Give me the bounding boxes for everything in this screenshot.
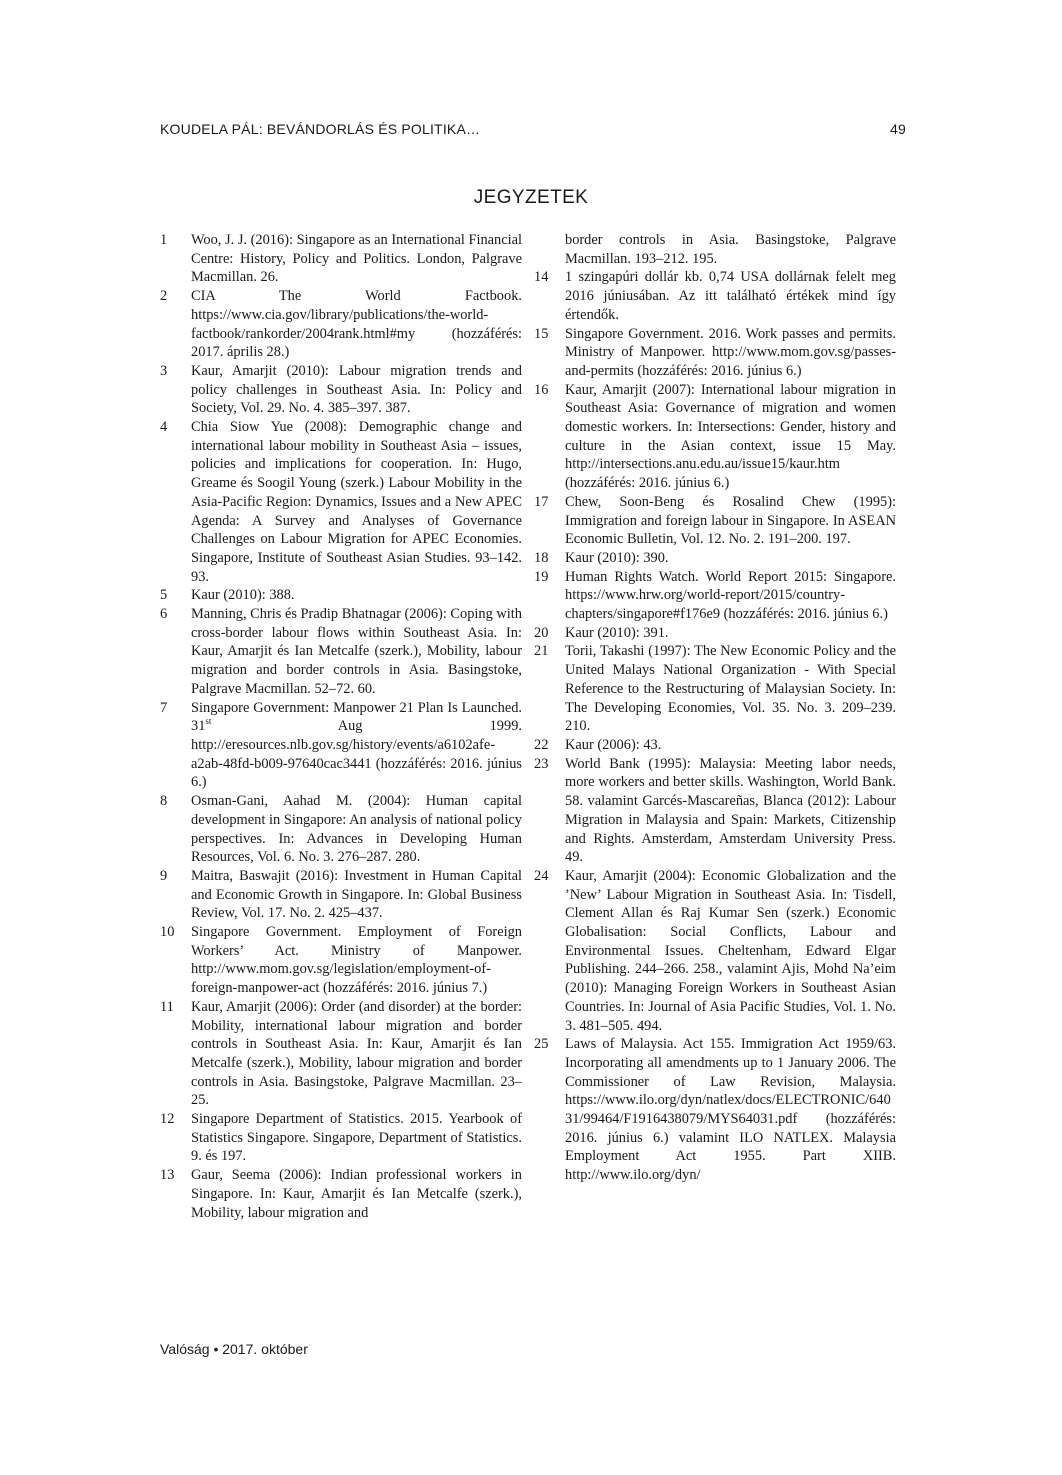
note-4	[160, 418, 522, 586]
note-text: Osman-Gani, Aahad M. (2004): Human capital development in Singapore: An analysis of national policy perspectives. In: Advances in Developing Human Resources, Vol. 6. No. 3. 276–287. 280.	[191, 793, 522, 866]
note-21	[534, 642, 896, 736]
note-text-part: Aug 1999. http://eresources.nlb.gov.sg/history/events/a6102afe-a2ab-48fd-b009-97640cac3441 (hozzáférés: 2016. június 6.)	[191, 718, 522, 791]
note-25	[534, 1035, 896, 1185]
note-number: 25	[534, 1036, 549, 1053]
notes-column-left	[160, 231, 522, 1222]
note-3	[160, 362, 522, 418]
note-11	[160, 998, 522, 1110]
note-text: Kaur, Amarjit (2007): International labour migration in Southeast Asia: Governance of migration and women domestic workers. In: Intersections: Gender, history and culture in the Asian context, issue 15 May. http://intersections.anu.edu.au/issue15/kaur.htm (hozzáférés: 2016. június 6.)	[565, 381, 896, 492]
note-text: Singapore Government. Employment of Foreign Workers’ Act. Ministry of Manpower. http://www.mom.gov.sg/legislation/employment-of-foreign-manpower-act (hozzáférés: 2016. június 7.)	[191, 924, 522, 997]
note-number: 16	[534, 381, 549, 398]
note-text: Kaur, Amarjit (2010): Labour migration trends and policy challenges in Southeast Asia. In: Policy and Society, Vol. 29. No. 4. 385–397. 387.	[191, 362, 522, 417]
section-title: JEGYZETEK	[473, 187, 589, 208]
ordinal-suffix: st	[205, 716, 212, 727]
note-text: Kaur (2010): 388.	[191, 587, 295, 604]
note-number: 15	[534, 325, 549, 342]
note-5	[160, 586, 522, 605]
note-text: Gaur, Seema (2006): Indian professional workers in Singapore. In: Kaur, Amarjit és Ian Metcalfe (szerk.), Mobility, labour migration and	[191, 1167, 522, 1221]
note-text: 1 szingapúri dollár kb. 0,74 USA dollárnak felelt meg 2016 júniusában. Az itt található értékek mind így értendők.	[565, 269, 896, 323]
note-number: 7	[160, 699, 168, 716]
note-text: Kaur (2006): 43.	[565, 736, 662, 753]
note-number: 23	[534, 755, 549, 772]
note-text: Singapore Department of Statistics. 2015. Yearbook of Statistics Singapore. Singapore, Department of Statistics. 9. és 197.	[191, 1111, 522, 1165]
note-number: 5	[160, 587, 168, 604]
note-14	[534, 268, 896, 324]
note-text: Kaur (2010): 391.	[565, 624, 669, 641]
note-number: 9	[160, 867, 168, 884]
note-15	[534, 325, 896, 381]
page-number: 49	[890, 121, 906, 137]
note-text: Chia Siow Yue (2008): Demographic change and international labour mobility in Southeast Asia – issues, policies and implications for cooperation. In: Hugo, Greame és Soogil Young (szerk.) Labour Mobility in the Asia-Pacific Region: Dynamics, Issues and a New APEC Agenda: A Survey and Analyses of Governance Challenges on Labour Migration for APEC Economies. Singapore, Institute of Southeast Asian Studies. 93–142. 93.	[191, 419, 522, 585]
notes-column-right	[534, 231, 896, 1185]
note-text	[191, 699, 522, 793]
note-8	[160, 792, 522, 867]
note-9	[160, 867, 522, 923]
note-6	[160, 605, 522, 699]
note-text-part: Singapore Government: Manpower 21 Plan Is Launched. 31	[191, 699, 522, 735]
note-7	[160, 699, 522, 793]
note-number: 21	[534, 643, 549, 660]
note-number: 3	[160, 362, 168, 379]
note-number: 6	[160, 606, 168, 623]
note-text: Torii, Takashi (1997): The New Economic Policy and the United Malays National Organization - With Special Reference to the Restructuring of Malaysian Society. In: The Developing Economies, Vol. 35. No. 3. 209–239. 210.	[565, 643, 896, 735]
note-20	[534, 624, 896, 643]
note-10	[160, 923, 522, 998]
note-text: Maitra, Baswajit (2016): Investment in Human Capital and Economic Growth in Singapore. In: Global Business Review, Vol. 17. No. 2. 425–437.	[191, 867, 522, 922]
page-footer: Valóság • 2017. október	[160, 1341, 308, 1357]
note-13-continuation: border controls in Asia. Basingstoke, Palgrave Macmillan. 193–212. 195.	[565, 232, 896, 267]
note-number: 24	[534, 867, 549, 884]
note-text: Kaur (2010): 390.	[565, 549, 669, 566]
note-19	[534, 568, 896, 624]
running-head	[160, 121, 906, 143]
note-number: 13	[160, 1167, 175, 1184]
note-text: Human Rights Watch. World Report 2015: Singapore. https://www.hrw.org/world-report/2015/country-chapters/singapore#f176e9 (hozzáférés: 2016. június 6.)	[565, 568, 896, 623]
note-number: 1	[160, 232, 168, 248]
note-12	[160, 1110, 522, 1166]
note-text: Manning, Chris és Pradip Bhatnagar (2006): Coping with cross-border labour flows within Southeast Asia. In: Kaur, Amarjit és Ian Metcalfe (szerk.), Mobility, labour migration and border controls in Asia. Basingstoke, Palgrave Macmillan. 52–72. 60.	[191, 606, 522, 697]
note-text: Kaur, Amarjit (2006): Order (and disorder) at the border: Mobility, international labour migration and border controls in Southeast Asia. In: Kaur, Amarjit és Ian Metcalfe (szerk.), Mobility, labour migration and border controls in Asia. Basingstoke, Palgrave Macmillan. 23–25.	[191, 998, 522, 1109]
note-24	[534, 867, 896, 1035]
note-text: Woo, J. J. (2016): Singapore as an International Financial Centre: History, Policy and Politics. London, Palgrave Macmillan. 26.	[191, 232, 522, 286]
note-text: Chew, Soon-Beng és Rosalind Chew (1995): Immigration and foreign labour in Singapore. In ASEAN Economic Bulletin, Vol. 12. No. 2. 191–200. 197.	[565, 493, 896, 548]
note-number: 17	[534, 493, 549, 510]
note-13	[160, 1166, 522, 1222]
note-22	[534, 736, 896, 755]
note-number: 8	[160, 793, 168, 810]
note-2	[160, 287, 522, 362]
note-number: 2	[160, 288, 168, 305]
note-number: 20	[534, 624, 549, 641]
note-number: 10	[160, 924, 175, 941]
running-title: KOUDELA PÁL: BEVÁNDORLÁS ÉS POLITIKA…	[160, 121, 481, 137]
note-number: 22	[534, 736, 549, 753]
note-text: World Bank (1995): Malaysia: Meeting labor needs, more workers and better skills. Washington, World Bank. 58. valamint Garcés-Mascareñas, Blanca (2012): Labour Migration in Malaysia and Spain: Markets, Citizenship and Rights. Amsterdam, Amsterdam University Press. 49.	[565, 755, 896, 866]
note-number: 19	[534, 568, 549, 585]
note-18	[534, 549, 896, 568]
note-number: 14	[534, 269, 549, 286]
note-text: CIA The World Factbook. https://www.cia.gov/library/publications/the-world-factbook/rankorder/2004rank.html#my (hozzáférés: 2017. április 28.)	[191, 288, 522, 361]
note-17	[534, 493, 896, 549]
note-number: 11	[160, 998, 174, 1015]
note-number: 12	[160, 1111, 175, 1128]
note-23	[534, 755, 896, 867]
note-text: Kaur, Amarjit (2004): Economic Globalization and the ’New’ Labour Migration in Southeast Asia. In: Tisdell, Clement Allan és Raj Kumar Sen (szerk.) Economic Globalisation: Social Conflicts, Labour and Environmental Issues. Cheltenham, Edward Elgar Publishing. 244–266. 258., valamint Ajis, Mohd Na’eim (2010): Managing Foreign Workers in Southeast Asian Countries. In: Journal of Asia Pacific Studies, Vol. 1. No. 3. 481–505. 494.	[565, 867, 896, 1034]
note-text: Laws of Malaysia. Act 155. Immigration Act 1959/63. Incorporating all amendments up to 1 January 2006. The Commissioner of Law Revision, Malaysia. https://www.ilo.org/dyn/natlex/docs/ELECTRONIC/64031/99464/F1916438079/MYS64031.pdf (hozzáférés: 2016. június 6.) valamint ILO NATLEX. Malaysia Employment Act 1955. Part XIIB. http://www.ilo.org/dyn/	[565, 1036, 896, 1184]
note-1	[160, 231, 522, 287]
note-16	[534, 381, 896, 493]
note-number: 4	[160, 419, 168, 436]
note-text: Singapore Government. 2016. Work passes and permits. Ministry of Manpower. http://www.mom.gov.sg/passes-and-permits (hozzáférés: 2016. június 6.)	[565, 325, 896, 379]
note-number: 18	[534, 549, 549, 566]
